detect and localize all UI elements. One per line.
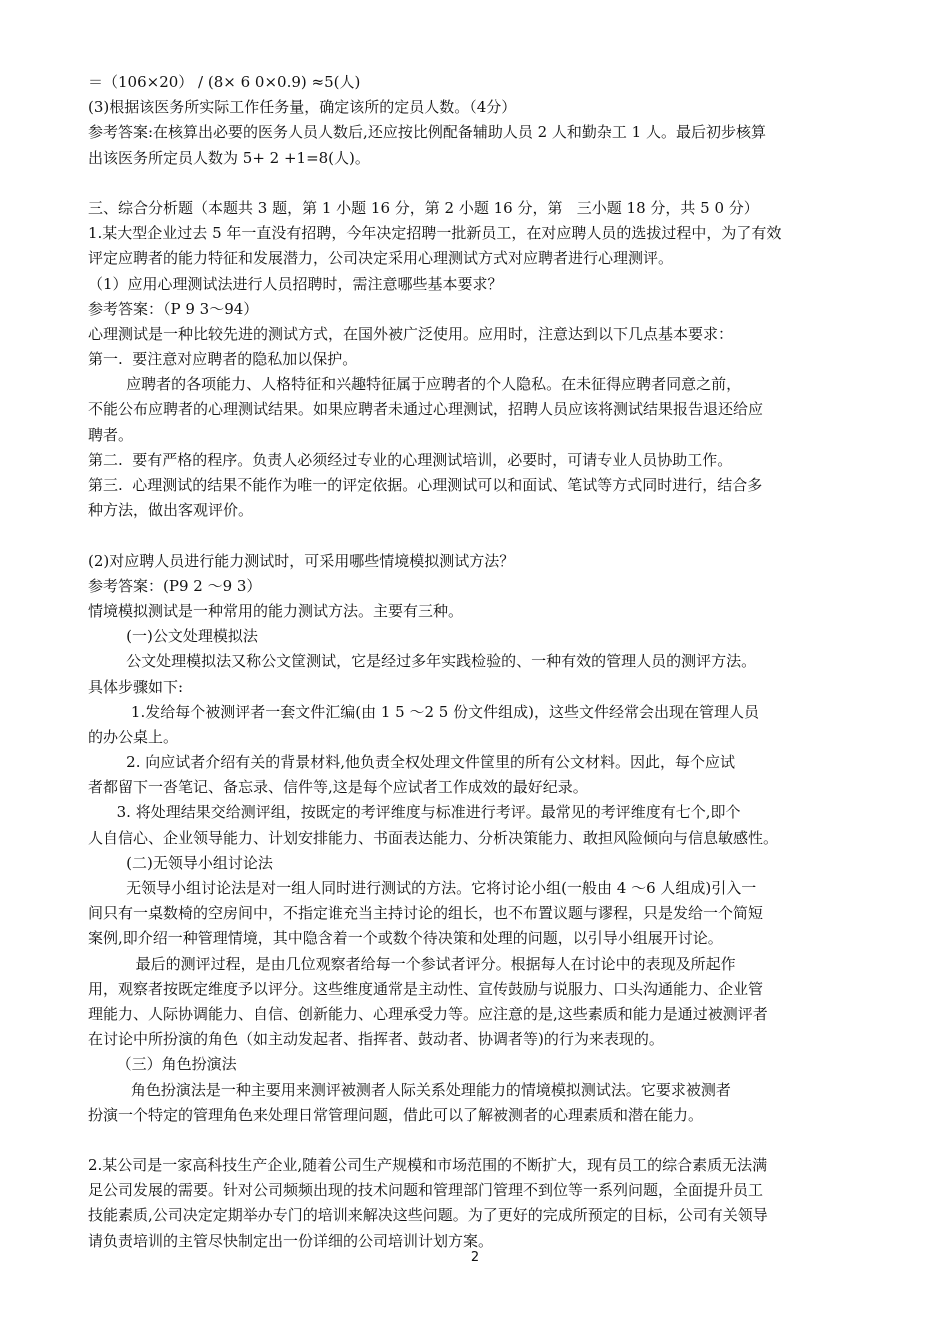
text-line: 请负责培训的主管尽快制定出一份详细的公司培训计划方案。: [88, 1231, 494, 1250]
text-line: 参考答案：（P 9 3～94）: [88, 299, 259, 318]
text-line: 间只有一桌数椅的空房间中，不指定谁充当主持讨论的组长，也不布置议题与谬程，只是发给一个简短: [88, 904, 764, 923]
text-line: 评定应聘者的能力特征和发展潜力，公司决定采用心理测试方式对应聘者进行心理测评。: [88, 249, 674, 268]
text-line: 应聘者的各项能力、人格特征和兴趣特征属于应聘者的个人隐私。在未征得应聘者同意之前，: [88, 375, 742, 394]
text-line: 种方法，做出客观评价。: [88, 501, 254, 520]
text-line: 公文处理模拟法又称公文筐测试，它是经过多年实践检验的、一种有效的管理人员的测评方法。: [88, 652, 757, 671]
text-line: 在讨论中所扮演的角色（如主动发起者、指挥者、鼓动者、协调者等)的行为来表现的。: [88, 1030, 664, 1049]
text-line: 用，观察者按既定维度予以评分。这些维度通常是主动性、宣传鼓励与说服力、口头沟通能力、企业管: [88, 979, 764, 998]
text-line: 出该医务所定员人数为 5+ 2 +1=8(人)。: [88, 148, 370, 167]
page-number: 2: [470, 1250, 480, 1265]
document-body: [88, 70, 858, 1254]
text-line: 无领导小组讨论法是对一组人同时进行测试的方法。它将讨论小组(一般由 4 ～6 人组成)引入一: [88, 879, 757, 897]
blank-line: [88, 171, 858, 196]
text-line: 第二. 要有严格的程序。负责人必须经过专业的心理测试培训，必要时，可请专业人员协助工作。: [88, 450, 733, 469]
text-line: 参考答案:在核算出必要的医务人员人数后,还应按比例配备辅助人员 2 人和勤杂工 1 人。最后初步核算: [88, 123, 766, 142]
text-line: 2. 向应试者介绍有关的背景材料,他负责全权处理文件筐里的所有公文材料。因此，每个应试: [88, 753, 735, 772]
text-line: 扮演一个特定的管理角色来处理日常管理问题，借此可以了解被测者的心理素质和潜在能力。: [88, 1105, 704, 1124]
text-line: 第一. 要注意对应聘者的隐私加以保护。: [88, 350, 358, 369]
text-line: 技能素质,公司决定定期举办专门的培训来解决这些问题。为了更好的完成所预定的目标，公司有关领导: [88, 1206, 768, 1225]
text-line: 第三. 心理测试的结果不能作为唯一的评定依据。心理测试可以和面试、笔试等方式同时进行，结合多: [88, 476, 763, 494]
text-line: (二)无领导小组讨论法: [88, 853, 273, 872]
blank-line: [88, 523, 858, 548]
text-line: (2)对应聘人员进行能力测试时，可采用哪些情境模拟测试方法？: [88, 551, 515, 570]
text-line: 情境模拟测试是一种常用的能力测试方法。主要有三种。: [88, 601, 464, 620]
text-line: 具体步骤如下:: [88, 677, 184, 696]
text-line: 2.某公司是一家高科技生产企业,随着公司生产规模和市场范围的不断扩大，现有员工的综合素质无法满: [88, 1156, 768, 1175]
text-line: 心理测试是一种比较先进的测试方式，在国外被广泛使用。应用时，注意达到以下几点基本要求：: [88, 324, 734, 343]
text-line: 足公司发展的需要。针对公司频频出现的技术问题和管理部门管理不到位等一系列问题，全面提升员工: [88, 1181, 764, 1200]
text-line: 案例,即介绍一种管理情境，其中隐含着一个或数个待决策和处理的问题，以引导小组展开讨论。: [88, 929, 723, 948]
text-line: 参考答案：(P9 2 ～9 3）: [88, 576, 262, 595]
text-line: 1.某大型企业过去 5 年一直没有招聘，今年决定招聘一批新员工，在对应聘人员的选拔过程中，为了有效: [88, 224, 782, 243]
text-line: 三、综合分析题（本题共 3 题，第 1 小题 16 分，第 2 小题 16 分，第 三小题 18 分，共 5 0 分）: [88, 198, 759, 217]
text-line: 不能公布应聘者的心理测试结果。如果应聘者未通过心理测试，招聘人员应该将测试结果报告退还给应: [88, 400, 764, 419]
text-line: (3)根据该医务所实际工作任务量，确定该所的定员人数。（4分）: [88, 98, 517, 117]
text-line: ＝（106×20） / (8× 6 0×0.9) ≈5(人): [88, 73, 361, 91]
text-line: （三）角色扮演法: [88, 1055, 237, 1074]
text-line: 最后的测评过程，是由几位观察者给每一个参试者评分。根据每人在讨论中的表现及所起作: [88, 954, 736, 973]
text-line: （1）应用心理测试法进行人员招聘时，需注意哪些基本要求？: [88, 274, 503, 293]
text-line: 1.发给每个被测评者一套文件汇编(由 1 5 ～2 5 份文件组成)，这些文件经常会出现在管理人员: [88, 702, 759, 721]
blank-line: [88, 1128, 858, 1153]
text-line: 人自信心、企业领导能力、计划安排能力、书面表达能力、分析决策能力、敢担风险倾向与信息敏感性。: [88, 828, 779, 847]
text-line: (一)公文处理模拟法: [88, 627, 258, 646]
text-line: 角色扮演法是一种主要用来测评被测者人际关系处理能力的情境模拟测试法。它要求被测者: [88, 1080, 731, 1099]
text-line: 的办公桌上。: [88, 727, 179, 746]
text-line: 3. 将处理结果交给测评组，按既定的考评维度与标准进行考评。最常见的考评维度有七个,即个: [88, 803, 741, 822]
text-line: 聘者。: [88, 425, 134, 444]
text-line: 者都留下一沓笔记、备忘录、信件等,这是每个应试者工作成效的最好纪录。: [88, 778, 588, 797]
text-line: 理能力、人际协调能力、自信、创新能力、心理承受力等。应注意的是,这些素质和能力是通过被测评者: [88, 1004, 768, 1023]
